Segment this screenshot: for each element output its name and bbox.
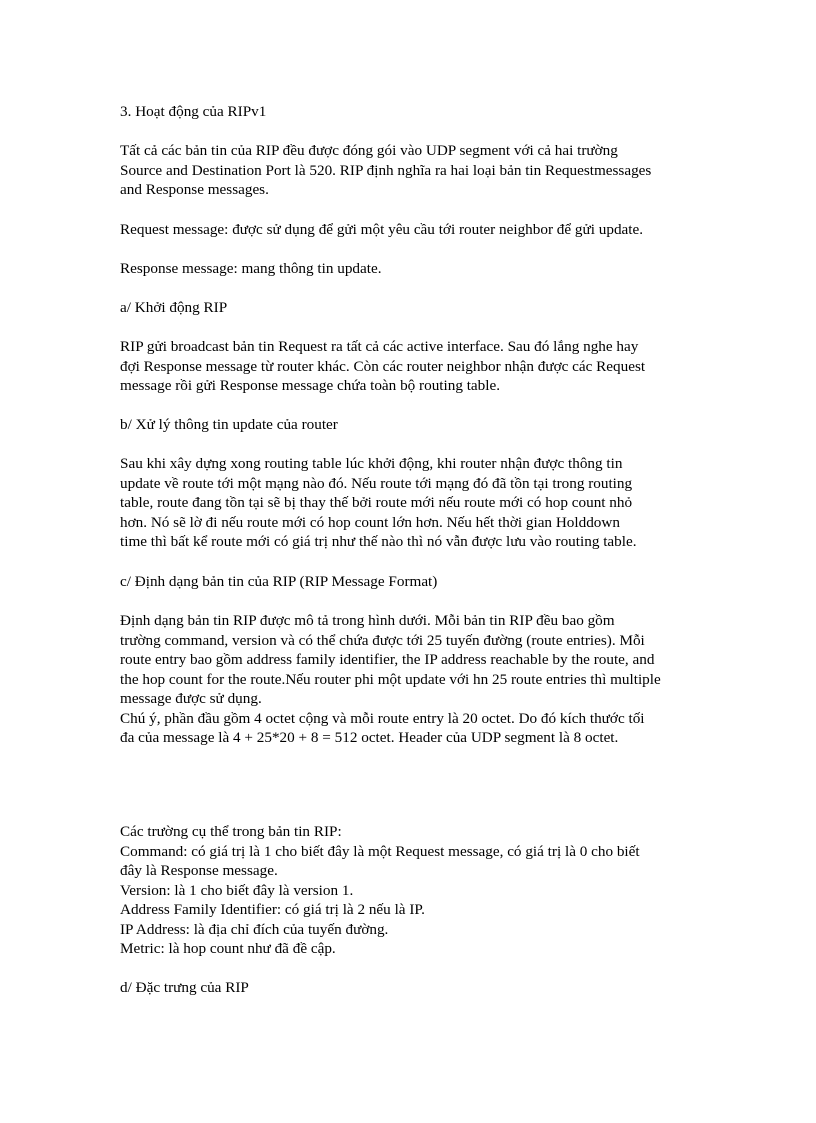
text-line: Version: là 1 cho biết đây là version 1. [120,881,354,899]
text-line: update về route tới một mạng nào đó. Nếu route tới mạng đó đã tồn tại trong routing [120,474,633,492]
text-line: đây là Response message. [120,862,278,879]
text-line: Metric: là hop count như đã đề cập. [120,940,336,957]
text-line: Chú ý, phần đầu gồm 4 octet cộng và mỗi route entry là 20 octet. Do đó kích thước tối [120,709,645,727]
text-line: table, route đang tồn tại sẽ bị thay thế bởi route mới nếu route mới có hop count nhỏ [120,494,633,511]
section-heading-d: d/ Đặc trưng của RIP [120,979,249,996]
text-line: Address Family Identifier: có giá trị là 2 nếu là IP. [120,901,425,918]
text-line: Source and Destination Port là 520. RIP định nghĩa ra hai loại bản tin Requestmessages [120,161,652,179]
text-line: the hop count for the route.Nếu router phi một update với hn 25 route entries thì multiple [120,670,661,688]
text-line: Định dạng bản tin RIP được mô tả trong hình dưới. Mỗi bản tin RIP đều bao gồm [120,612,615,629]
text-line: Sau khi xây dựng xong routing table lúc khởi động, khi router nhận được thông tin [120,455,623,472]
text-line: time thì bất kể route mới có giá trị như thế nào thì nó vẫn được lưu vào routing table. [120,533,637,550]
section-heading-b: b/ Xử lý thông tin update của router [120,416,338,433]
text-line: đợi Response message từ router khác. Còn các router neighbor nhận được các Request [120,357,646,375]
text-line: route entry bao gồm address family identifier, the IP address reachable by the route, and [120,651,655,668]
text-line: and Response messages. [120,181,269,198]
section-heading-a: a/ Khởi động RIP [120,299,228,316]
section-heading-c: c/ Định dạng bản tin của RIP (RIP Message Format) [120,573,438,590]
text-line: RIP gửi broadcast bản tin Request ra tất cả các active interface. Sau đó lắng nghe hay [120,338,639,355]
paragraph-request-message: Request message: được sử dụng để gửi một yêu cầu tới router neighbor để gửi update. [120,221,644,238]
text-line: Command: có giá trị là 1 cho biết đây là một Request message, có giá trị là 0 cho biết [120,842,640,860]
text-line: IP Address: là địa chỉ đích của tuyến đường. [120,920,389,938]
paragraph-response-message: Response message: mang thông tin update. [120,260,382,277]
text-line: Các trường cụ thể trong bản tin RIP: [120,823,342,840]
section-heading-3: 3. Hoạt động của RIPv1 [120,103,267,120]
text-line: Tất cả các bản tin của RIP đều được đóng gói vào UDP segment với cả hai trường [120,142,618,159]
text-line: hơn. Nó sẽ lờ đi nếu route mới có hop count lớn hơn. Nếu hết thời gian Holddown [120,513,620,531]
text-line: message được sử dụng. [120,690,262,707]
text-line: trường command, version và có thể chứa được tới 25 tuyến đường (route entries). Mỗi [120,631,645,649]
text-line: message rồi gửi Response message chứa toàn bộ routing table. [120,377,501,394]
text-line: đa của message là 4 + 25*20 + 8 = 512 octet. Header của UDP segment là 8 octet. [120,729,619,746]
